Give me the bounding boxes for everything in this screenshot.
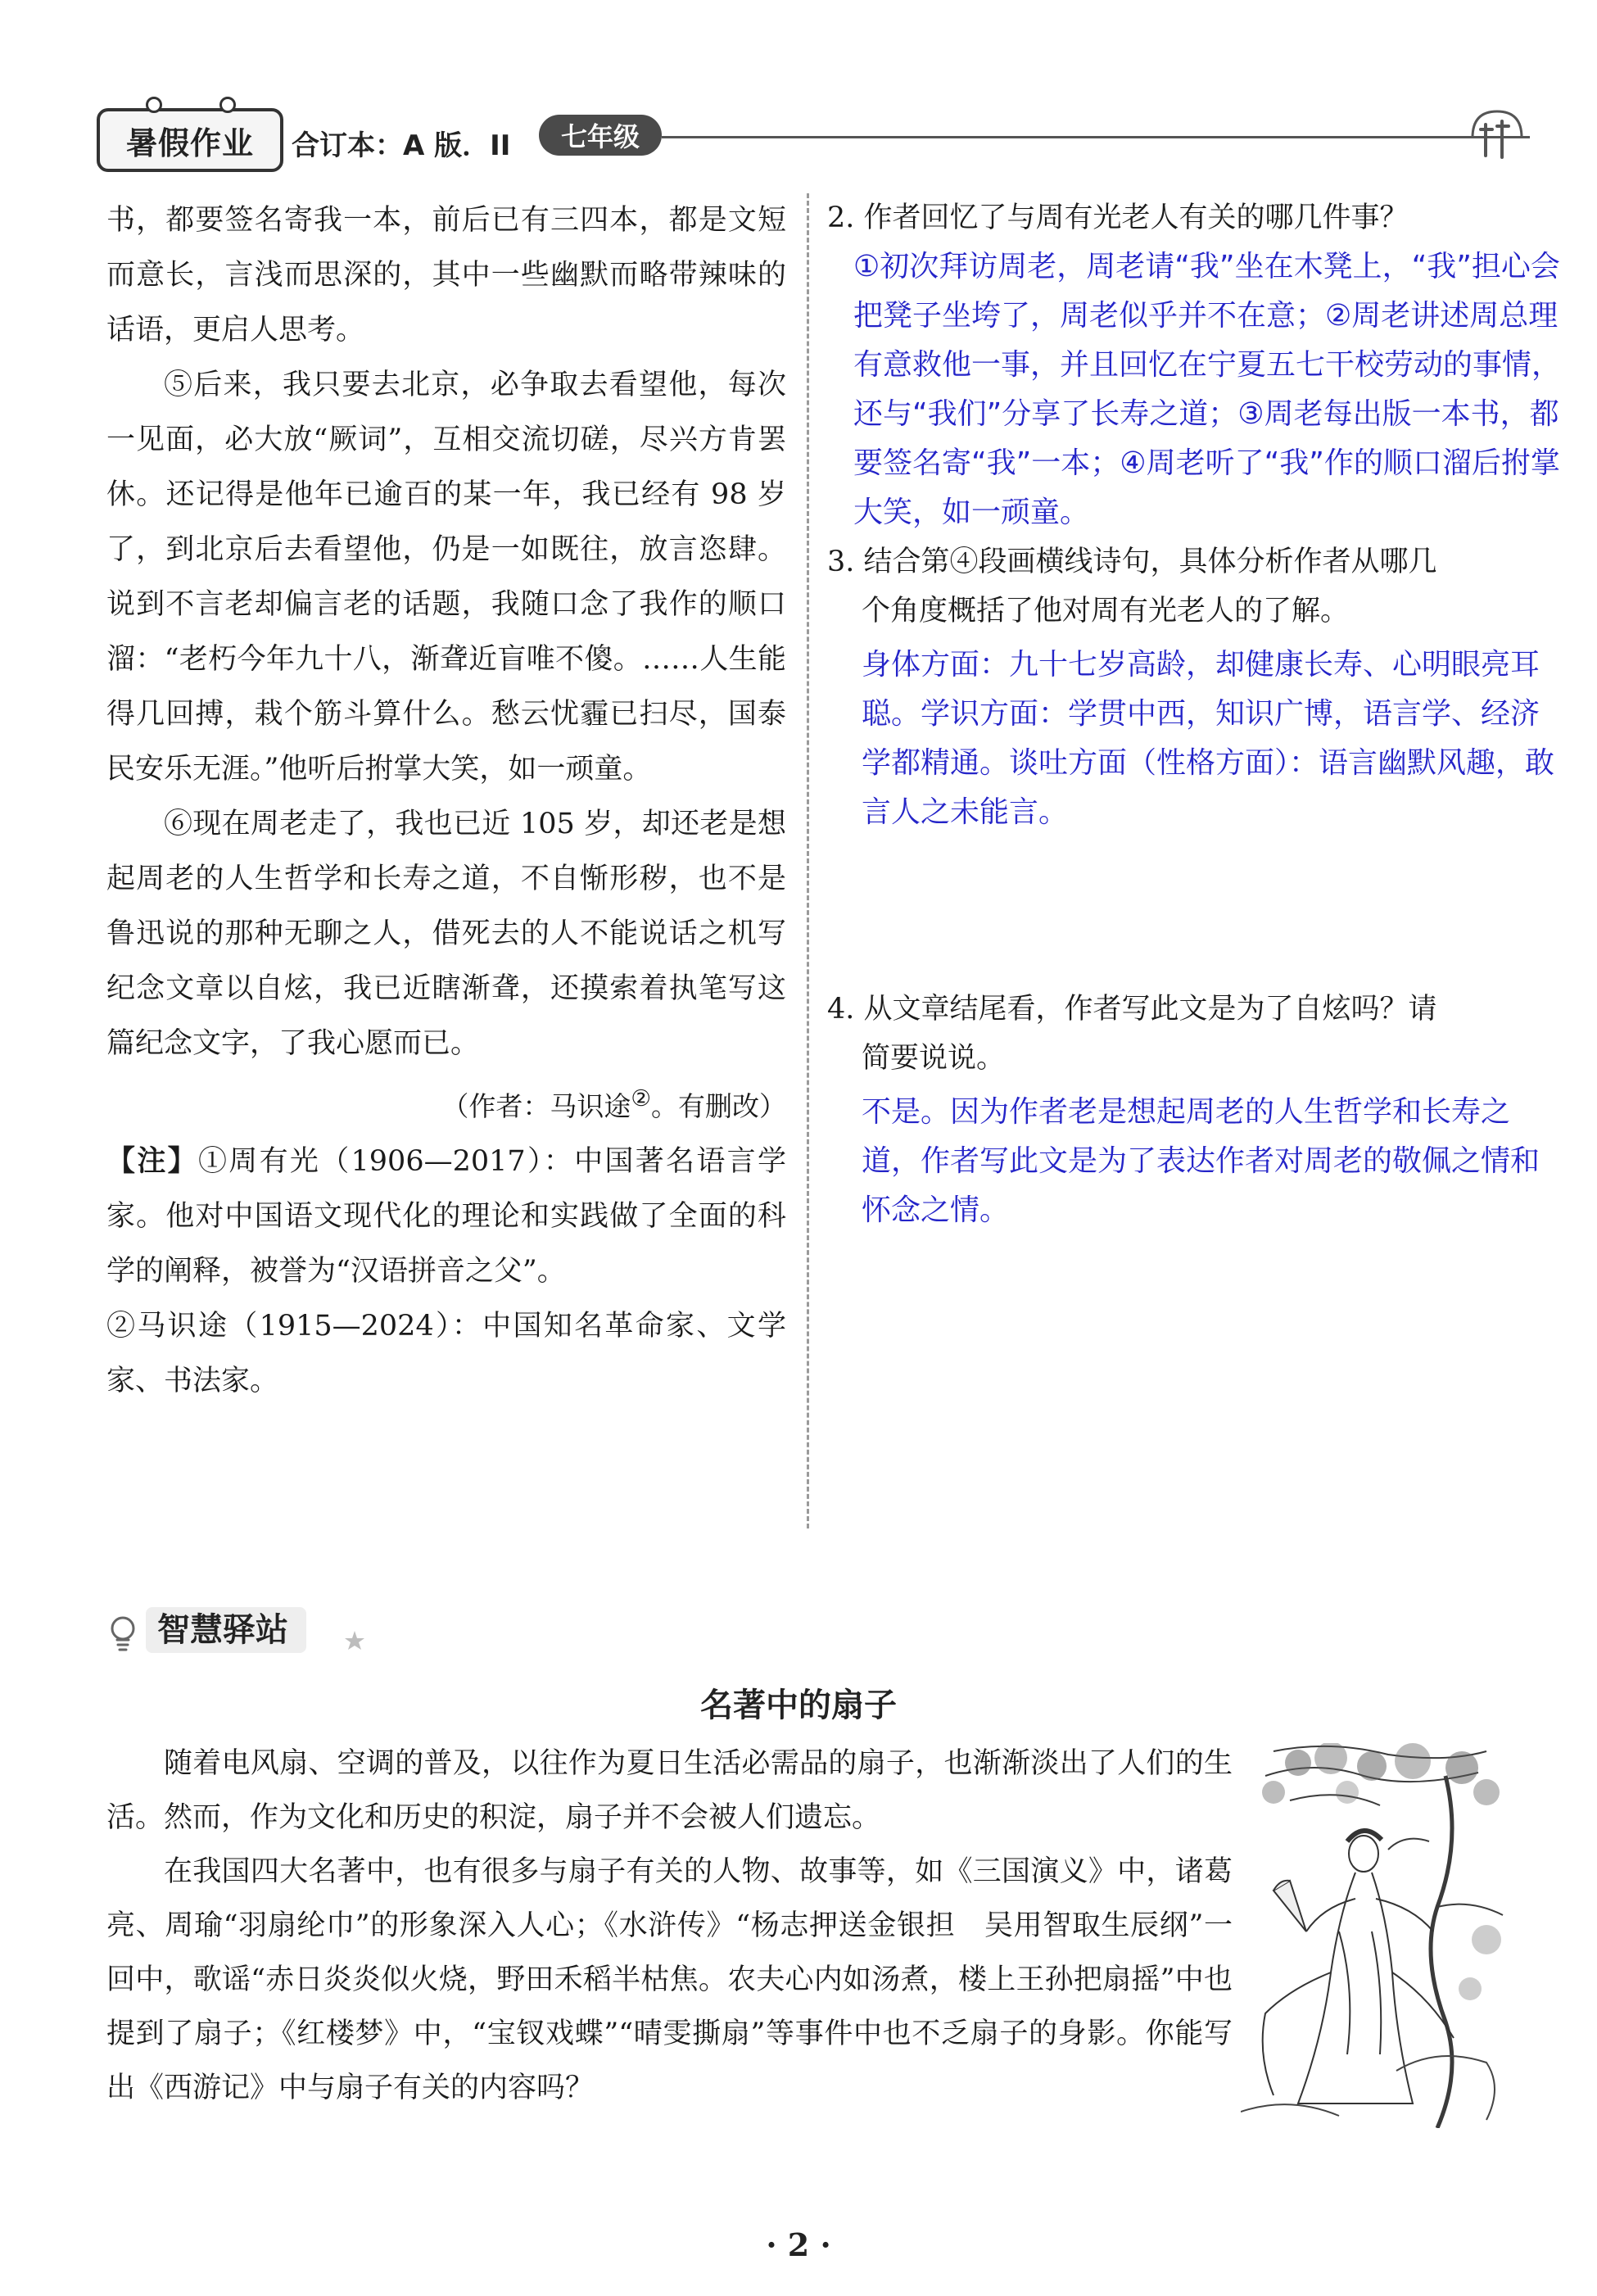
question-3: 3. 结合第④段画横线诗句，具体分析作者从哪几	[827, 546, 1437, 578]
paragraph-6: ⑥现在周老走了，我也已近 105 岁，却还老是想起周老的人生哲学和长寿之道，不自惭形秽，也不是鲁迅说的那种无聊之人，借死去的人不能说话之机写纪念文章以自炫，我已近瞎渐聋，还摸索着执笔写这篇纪念文字，了我心愿而已。	[106, 808, 786, 1060]
section-title: 智慧驿站	[146, 1607, 306, 1653]
question-2: 2. 作者回忆了与周有光老人有关的哪几件事？	[827, 202, 1409, 234]
note-tag: 【注】	[106, 1144, 198, 1178]
answer-space	[827, 837, 1564, 985]
questions-column	[827, 193, 1564, 1235]
note-2: ②马识途（1915—2024）：中国知名革命家、文学家、书法家。	[106, 1310, 786, 1397]
star-icon	[344, 1630, 365, 1651]
source-suffix: 。有删改）	[651, 1090, 786, 1122]
footnote-marker: ②	[631, 1085, 651, 1112]
pin-icon	[146, 97, 162, 113]
answer-3: 身体方面：九十七岁高龄，却健康长寿、心明眼亮耳聪。学识方面：学贯中西，知识广博，语言学、经济学都精通。谈吐方面（性格方面）：语言幽默风趣，敢言人之未能言。	[862, 648, 1555, 829]
book-info: 合订本：A 版．II	[292, 129, 511, 162]
logo-text: 暑假作业	[125, 125, 254, 161]
note-1	[106, 1134, 786, 1299]
paragraph-4-end: 书，都要签名寄我一本，前后已有三四本，都是文短而意长，言浅而思深的，其中一些幽默而略带辣味的话语，更启人思考。	[106, 204, 786, 346]
lightbulb-icon	[106, 1614, 139, 1655]
paragraph-5: ⑤后来，我只要去北京，必争取去看望他，每次一见面，必大放“厥词”，互相交流切磋，尽兴方肯罢休。还记得是他年已逾百的某一年，我已经有 98 岁了，到北京后去看望他，仍是一如既往，放言恣肆。说到不言老却偏言老的话题，我随口念了我作的顺口溜：“老朽今年九十八，渐聋近盲唯不傻。……人生能得几回搏，栽个筋斗算什么。愁云忧霾已扫尽，国泰民安乐无涯。”他听后拊掌大笑，如一顽童。	[106, 369, 786, 786]
source-citation	[106, 1071, 786, 1134]
passage-paragraph-1: 随着电风扇、空调的普及，以往作为夏日生活必需品的扇子，也渐渐淡出了人们的生活。然而，作为文化和历史的积淀，扇子并不会被人们遗忘。	[106, 1747, 1233, 1834]
article-title: 名著中的扇子	[700, 1687, 897, 1724]
reading-passage	[106, 1737, 1233, 2115]
article-continuation	[106, 193, 786, 1409]
source-prefix: （作者：马识途	[441, 1090, 631, 1122]
page-header	[97, 97, 1538, 187]
fan-lady-illustration	[1241, 1743, 1511, 2128]
question-4-cont: 简要说说。	[862, 1042, 1006, 1075]
question-3-cont: 个角度概括了他对周有光老人的了解。	[862, 595, 1350, 627]
grade-badge: 七年级	[539, 115, 662, 156]
question-4: 4. 从文章结尾看，作者写此文是为了自炫吗？请	[827, 993, 1437, 1026]
answer-4: 不是。因为作者老是想起周老的人生哲学和长寿之道，作者写此文是为了表达作者对周老的敬佩之情和怀念之情。	[862, 1095, 1540, 1227]
header-rule	[662, 136, 1530, 138]
answer-2: ①初次拜访周老，周老请“我”坐在木凳上，“我”担心会把凳子坐垮了，周老似乎并不在意；②周老讲述周总理有意救他一事，并且回忆在宁夏五七干校劳动的事情，还与“我们”分享了长寿之道；③周老每出版一本书，都要签名寄“我”一本；④周老听了“我”作的顺口溜后拊掌大笑，如一顽童。	[853, 250, 1562, 529]
passage-paragraph-2: 在我国四大名著中，也有很多与扇子有关的人物、故事等，如《三国演义》中，诸葛亮、周瑜“羽扇纶巾”的形象深入人心；《水浒传》“杨志押送金银担 吴用智取生辰纲”一回中，歌谣“赤日炎炎似火烧，野田禾稻半枯焦。农夫心内如汤煮，楼上王孙把扇摇”中也提到了扇子；《红楼梦》中，“宝钗戏蝶”“晴雯撕扇”等事件中也不乏扇子的身影。你能写出《西游记》中与扇子有关的内容吗？	[106, 1855, 1233, 2104]
page-number: · 2 ·	[766, 2226, 831, 2263]
column-divider	[807, 193, 809, 1528]
pin-icon	[219, 97, 236, 113]
note-1-text: ①周有光（1906—2017）：中国著名语言学家。他对中国语文现代化的理论和实践做了全面的科学的阐释，被誉为“汉语拼音之父”。	[106, 1145, 786, 1288]
decoration-icon	[1464, 105, 1530, 170]
logo	[97, 108, 283, 172]
